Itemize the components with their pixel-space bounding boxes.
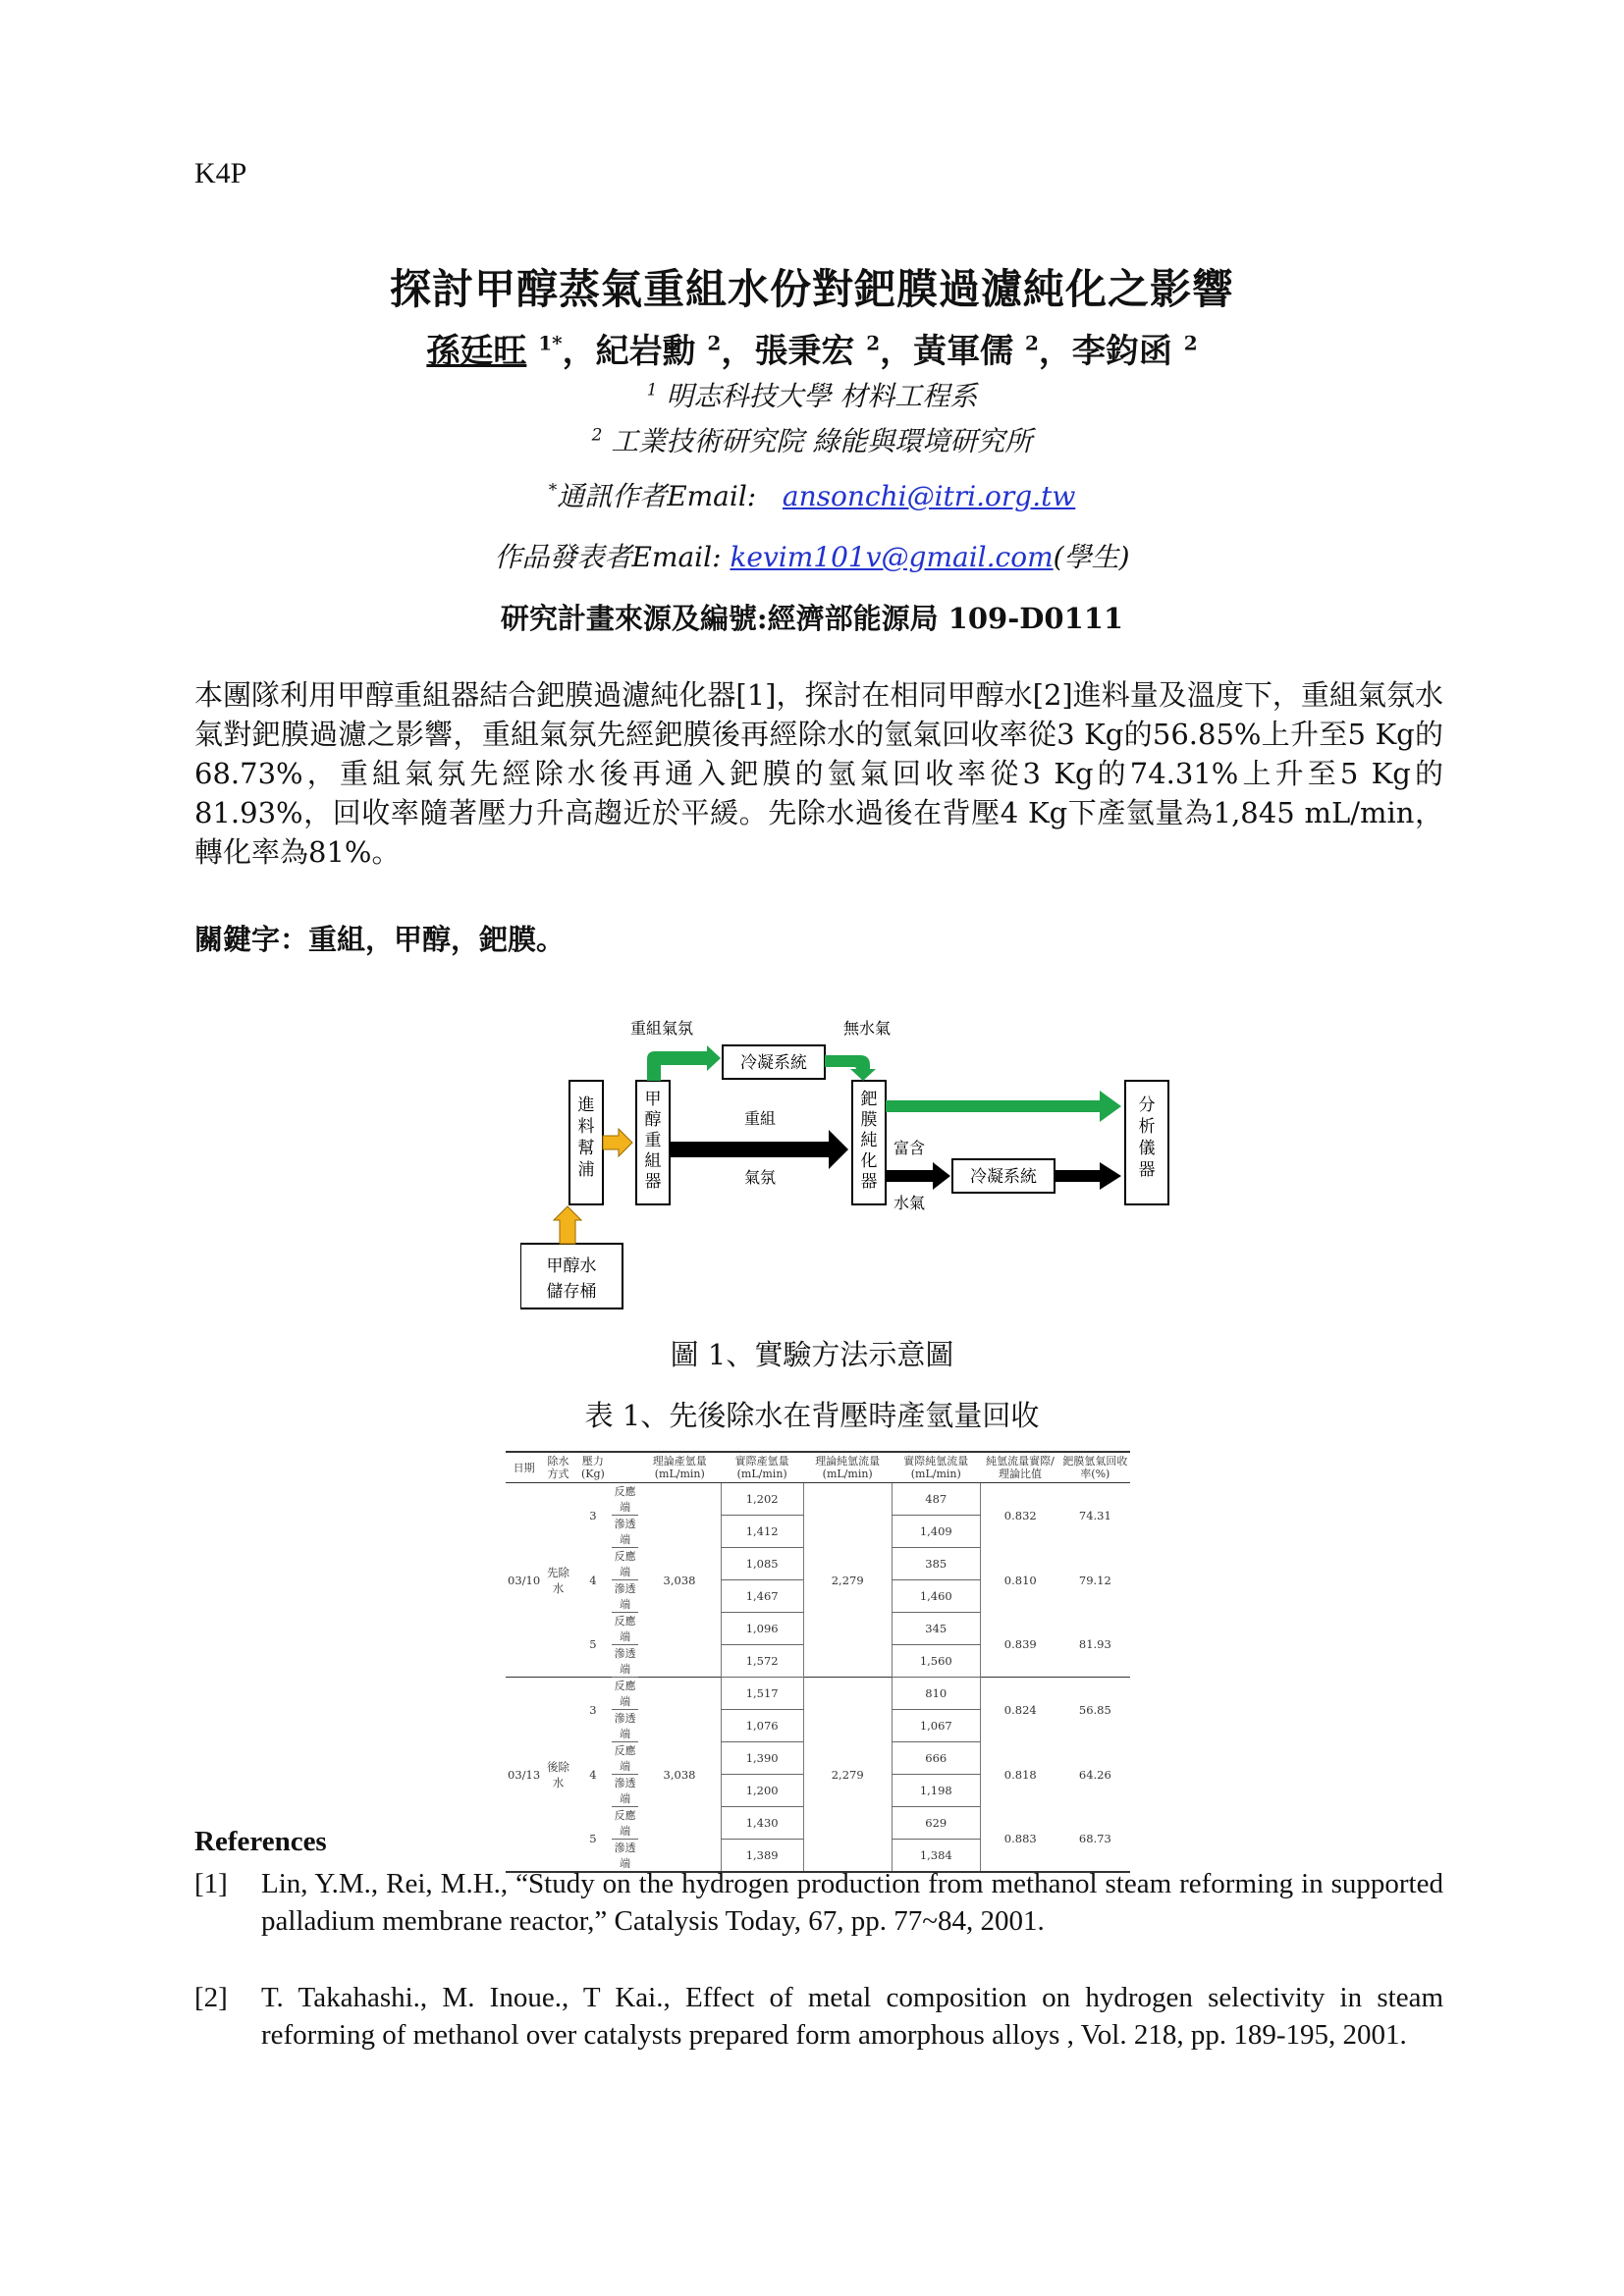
references-heading: References [194, 1826, 327, 1857]
author-affiliation-sup: 1* [538, 331, 563, 355]
actual-pure-cell: 1,460 [892, 1580, 980, 1613]
actual-pure-cell: 1,384 [892, 1840, 980, 1873]
actual-pure-cell: 487 [892, 1483, 980, 1516]
pump-to-reformer-arrow [603, 1129, 632, 1156]
actual-pure-cell: 1,409 [892, 1516, 980, 1548]
presenter-label: 作品發表者Email: [494, 541, 722, 573]
table-header-cell: 純氫流量實際/理論比值 [980, 1452, 1059, 1483]
ratio-cell: 0.883 [980, 1807, 1059, 1873]
port-cell: 滲透端 [612, 1775, 638, 1807]
author-separator: ， [1038, 332, 1072, 371]
port-cell: 反應端 [612, 1548, 638, 1580]
recovery-cell: 74.31 [1078, 1508, 1111, 1522]
reformer-to-condenser-arrow [647, 1045, 721, 1081]
storage-label-1: 甲醇水 [546, 1256, 597, 1276]
keywords: 關鍵字：重組，甲醇，鈀膜。 [194, 923, 566, 956]
table-body [506, 1483, 1130, 1873]
port-cell: 反應端 [612, 1742, 638, 1775]
actual-pure-cell: 385 [892, 1548, 980, 1580]
condenser-to-purifier-arrow [825, 1055, 876, 1081]
analyzer-label: 分析儀器 [1138, 1095, 1156, 1180]
actual-h2-cell: 1,390 [721, 1742, 803, 1775]
reformed-gas-top-label: 重組氣氛 [629, 1019, 694, 1038]
affiliation-1 [0, 375, 1624, 414]
recovery-cell: 81.93 [1078, 1637, 1111, 1652]
corresponding-email-link[interactable]: ansonchi@itri.org.tw [782, 480, 1076, 512]
actual-pure-cell: 345 [892, 1613, 980, 1645]
storage-to-pump-arrow [554, 1206, 581, 1244]
purifier-to-condenser-arrow [886, 1162, 950, 1190]
water-vapor-label: 水氣 [893, 1194, 926, 1212]
actual-h2-cell: 1,412 [721, 1516, 803, 1548]
actual-h2-cell: 1,572 [721, 1645, 803, 1678]
theoretical-pure-cell: 2,279 [803, 1678, 892, 1873]
presenter-suffix: (學生) [1053, 541, 1130, 573]
corresponding-sup: * [548, 480, 558, 501]
presenter-email-link[interactable]: kevim101v@gmail.com [730, 541, 1054, 573]
corresponding-author [0, 475, 1624, 514]
rich-label: 富含 [893, 1139, 926, 1157]
table-header-cell: 除水方式 [542, 1452, 574, 1483]
condenser-bottom-label: 冷凝系統 [970, 1167, 1037, 1187]
table-header-cell: 壓力(Kg) [574, 1452, 612, 1483]
table-header-cell [612, 1452, 638, 1483]
port-cell: 滲透端 [612, 1580, 638, 1613]
author-separator: ， [880, 332, 914, 371]
author-separator: ， [562, 332, 596, 371]
pressure-cell: 5 [589, 1832, 597, 1846]
method-cell: 後除水 [542, 1678, 574, 1873]
table-header-row [506, 1452, 1130, 1483]
ratio-cell: 0.839 [980, 1613, 1059, 1678]
actual-h2-cell: 1,096 [721, 1613, 803, 1645]
port-cell: 反應端 [612, 1483, 638, 1516]
table-header-cell: 鈀膜氫氣回收率(%) [1060, 1452, 1130, 1483]
presenter-line [0, 536, 1624, 575]
affiliation-2-sup: 2 [591, 425, 603, 446]
table-header-cell: 實際產氫量(mL/min) [721, 1452, 803, 1483]
date-cell: 03/13 [506, 1678, 542, 1873]
method-cell: 先除水 [546, 1565, 569, 1595]
actual-pure-cell: 629 [892, 1807, 980, 1840]
paper-title: 探討甲醇蒸氣重組水份對鈀膜過濾純化之影響 [389, 265, 1234, 313]
purifier-label: 鈀膜純化器 [860, 1090, 878, 1192]
date-cell: 03/10 [508, 1573, 541, 1587]
table-header-cell: 實際純氫流量(mL/min) [892, 1452, 980, 1483]
author-affiliation-sup: 2 [1024, 331, 1039, 355]
reference-1-text: Lin, Y.M., Rei, M.H., “Study on the hydrogen production from methanol steam reforming in supported palladium membrane reactor,” Catalysis Today, 67, pp. 77~84, 2001. [261, 1868, 1443, 1937]
port-cell: 滲透端 [612, 1840, 638, 1873]
reference-2 [194, 1979, 1443, 2054]
feed-pump-label: 進料幫浦 [577, 1095, 595, 1180]
table-row [506, 1483, 1130, 1516]
affiliation-1-text: 明志科技大學 材料工程系 [666, 380, 978, 412]
pressure-cell: 4 [589, 1573, 597, 1587]
author-affiliation-sup: 2 [866, 331, 881, 355]
actual-pure-cell: 666 [892, 1742, 980, 1775]
figure-caption: 圖 1、實驗方法示意圖 [670, 1338, 954, 1371]
ratio-cell: 0.818 [980, 1742, 1059, 1807]
table-header-cell: 日期 [506, 1452, 542, 1483]
actual-pure-cell: 1,067 [892, 1710, 980, 1742]
table-caption: 表 1、先後除水在背壓時產氫量回收 [584, 1399, 1040, 1432]
affiliation-1-sup: 1 [646, 380, 658, 400]
anhydrous-gas-label: 無水氣 [842, 1019, 892, 1038]
theoretical-h2-cell: 3,038 [638, 1678, 721, 1873]
author-affiliation-sup: 2 [1183, 331, 1198, 355]
condenser-top-label: 冷凝系統 [740, 1053, 807, 1073]
author-name: 張秉宏 [754, 332, 855, 371]
author-separator: ， [721, 332, 755, 371]
author-name: 紀岩勳 [595, 332, 696, 371]
actual-pure-cell: 1,560 [892, 1645, 980, 1678]
actual-pure-cell: 810 [892, 1678, 980, 1710]
purifier-to-analyzer-arrow [886, 1091, 1121, 1122]
pressure-cell: 5 [589, 1637, 597, 1652]
abstract-text: 本團隊利用甲醇重組器結合鈀膜過濾純化器[1]，探討在相同甲醇水[2]進料量及溫度下，重組氣氛水氣對鈀膜過濾之影響，重組氣氛先經鈀膜後再經除水的氫氣回收率從3 Kg的56.85%上升至5 Kg的68.73%，重組氣氛先經除水後再通入鈀膜的氫氣回收率從3 Kg的74.31%上升至5 Kg的81.93%，回收率隨著壓力升高趨近於平緩。先除水過後在背壓4 Kg下產氫量為1,845 mL/min，轉化率為81%。 [194, 678, 1443, 869]
port-cell: 滲透端 [612, 1645, 638, 1678]
table-header-cell: 理論產氫量(mL/min) [638, 1452, 721, 1483]
results-table [506, 1451, 1130, 1873]
reformed-mid-label-2: 氣氛 [743, 1168, 777, 1187]
reformer-label: 甲醇重組器 [644, 1090, 662, 1192]
pressure-cell: 3 [589, 1508, 597, 1522]
actual-h2-cell: 1,389 [721, 1840, 803, 1873]
port-cell: 滲透端 [612, 1516, 638, 1548]
author-name: 李鈞函 [1071, 332, 1172, 371]
actual-h2-cell: 1,517 [721, 1678, 803, 1710]
table-header-cell: 理論純氫流量(mL/min) [803, 1452, 892, 1483]
table-row [506, 1678, 1130, 1710]
condenser-to-analyzer-arrow [1055, 1162, 1121, 1190]
reference-1-number: [1] [194, 1868, 228, 1899]
reference-2-number: [2] [194, 1982, 228, 2013]
author-name: 孫廷旺 [426, 332, 527, 371]
author-list [0, 324, 1624, 372]
actual-h2-cell: 1,200 [721, 1775, 803, 1807]
ratio-cell: 0.824 [980, 1678, 1059, 1742]
ratio-cell: 0.810 [980, 1548, 1059, 1613]
affiliation-2 [0, 420, 1624, 459]
port-cell: 反應端 [612, 1678, 638, 1710]
actual-h2-cell: 1,085 [721, 1548, 803, 1580]
theoretical-pure-cell: 2,279 [803, 1483, 892, 1678]
corresponding-label: 通訊作者Email: [557, 480, 757, 512]
author-affiliation-sup: 2 [707, 331, 722, 355]
process-diagram [520, 1016, 1178, 1310]
pressure-cell: 3 [574, 1678, 612, 1742]
port-cell: 反應端 [612, 1807, 638, 1840]
page-code: K4P [194, 157, 247, 189]
actual-h2-cell: 1,202 [721, 1483, 803, 1516]
recovery-cell: 79.12 [1078, 1573, 1111, 1587]
storage-label-2: 儲存桶 [546, 1282, 597, 1302]
actual-h2-cell: 1,430 [721, 1807, 803, 1840]
ratio-cell: 0.832 [980, 1483, 1059, 1548]
author-name: 黃軍儒 [913, 332, 1014, 371]
recovery-cell: 68.73 [1078, 1832, 1111, 1846]
reformer-to-purifier-arrow [670, 1130, 848, 1169]
funding-source: 研究計畫來源及編號:經濟部能源局 109-D0111 [500, 602, 1124, 635]
theoretical-h2-cell: 3,038 [663, 1573, 696, 1587]
port-cell: 滲透端 [612, 1710, 638, 1742]
recovery-cell: 64.26 [1078, 1767, 1111, 1782]
actual-pure-cell: 1,198 [892, 1775, 980, 1807]
affiliation-2-text: 工業技術研究院 綠能與環境研究所 [611, 425, 1033, 457]
reformed-mid-label-1: 重組 [743, 1109, 777, 1128]
actual-h2-cell: 1,467 [721, 1580, 803, 1613]
reference-2-text: T. Takahashi., M. Inoue., T Kai., Effect of metal composition on hydrogen selectivity in steam reforming of methanol over catalysts prepared form amorphous alloys , Vol. 218, pp. 189-195, 2001. [261, 1982, 1443, 2051]
port-cell: 反應端 [612, 1613, 638, 1645]
recovery-cell: 56.85 [1060, 1678, 1130, 1742]
pressure-cell: 4 [589, 1767, 597, 1782]
actual-h2-cell: 1,076 [721, 1710, 803, 1742]
reference-1 [194, 1865, 1443, 1940]
